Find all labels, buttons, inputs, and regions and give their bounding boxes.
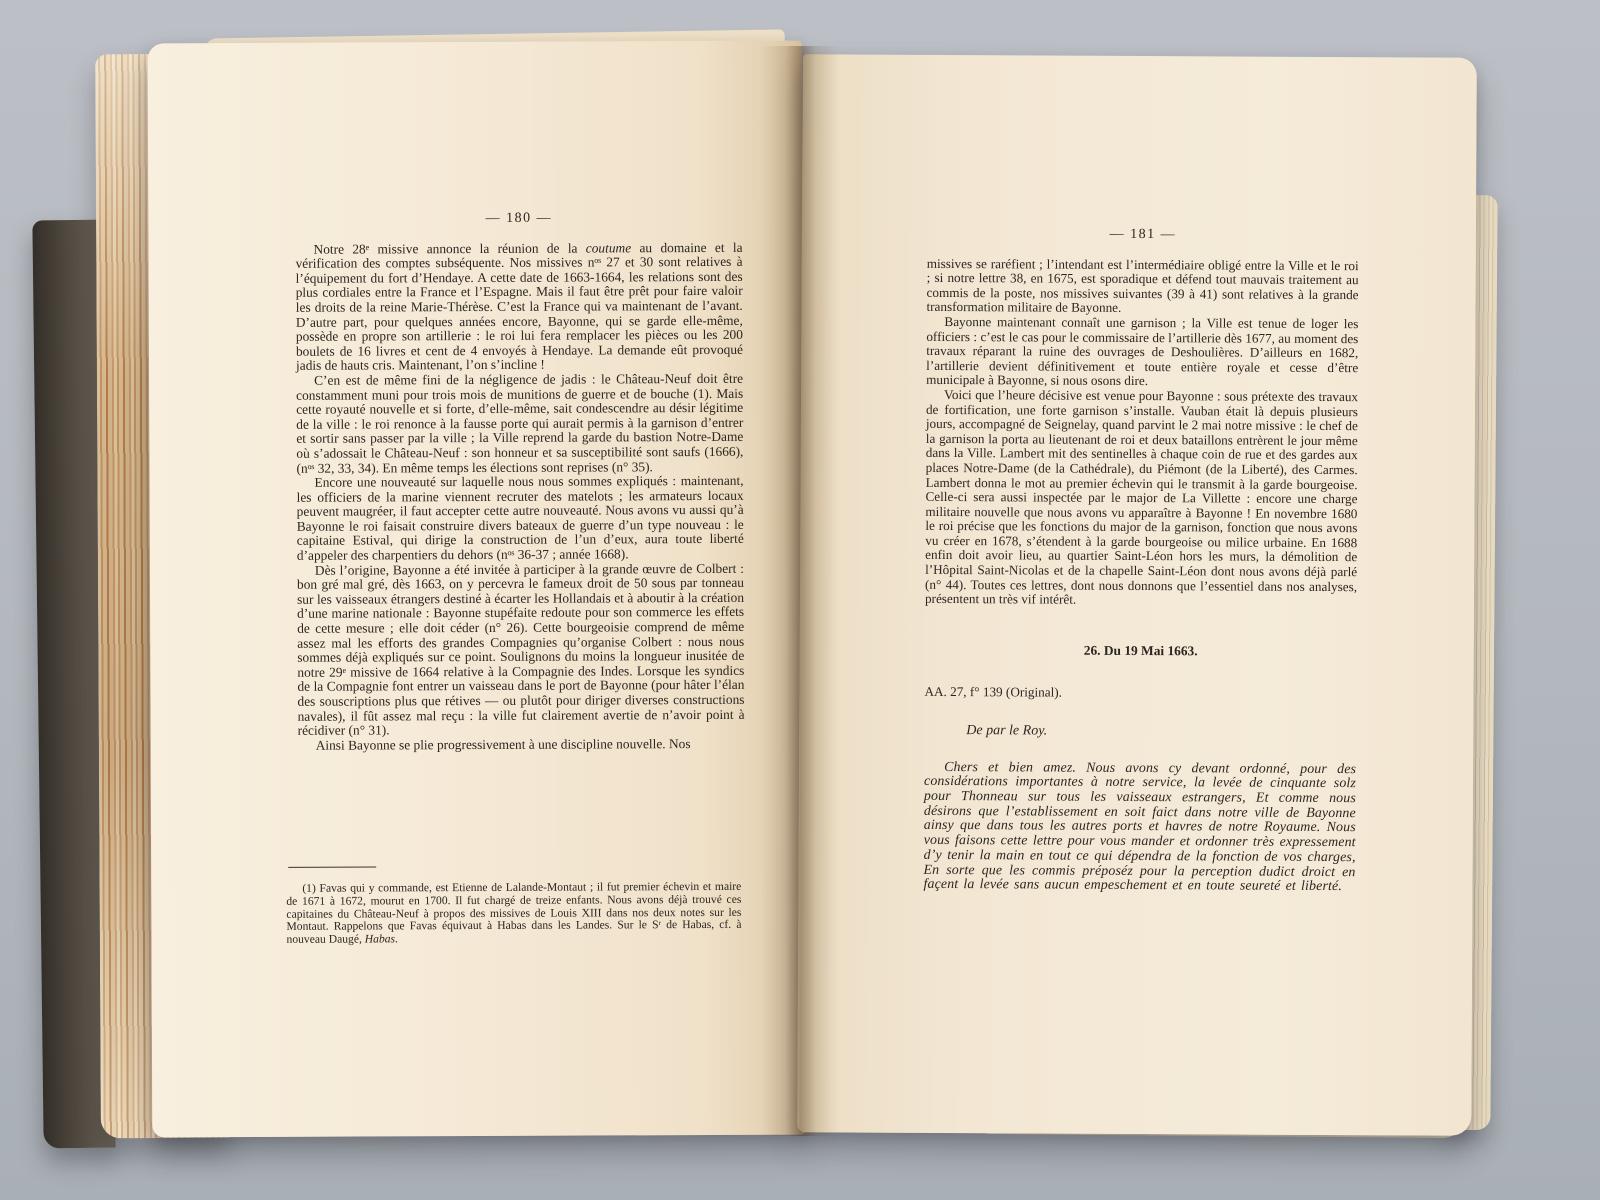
page-180-text-column (295, 211, 744, 753)
page-number-180: — 180 — (485, 210, 553, 226)
paragraph: Dès l’origine, Bayonne a été invitée à participer à la grande œuvre de Colbert : bon gré mal gré, dès 1663, on y percevra le fameux droit de 50 sous par tonneau sur les vaisseaux étrangers destiné à écarter les Hollandais et à aboutir à la création d’une marine nationale : Bayonne stupéfaite redoute pour son commerce les effets de cette mesure ; elle doit céder (n° 26). Cette bourgeoisie comprend de même assez mal les efforts des grandes Compagnies qu’organise Colbert : nous nous sommes déjà expliqués sur ce point. Soulignons du moins la longueur inusitée de notre 29ᵉ missive de 1664 relative à la Compagnie des Indes. Lorsque les syndics de la Compagnie font entrer un vaisseau dans le port de Bayonne (pour hâter l’élan des souscriptions plus que rétives — ou plutôt pour diriger diverses constructions navales), il fût assez mal reçu : la ville fut clairement avertie de n’avoir point à récidiver (n° 31). (296, 560, 745, 738)
paragraph: Voici que l’heure décisive est venue pour Bayonne : sous prétexte des travaux de fortification, une forte garnison s’installe. Vauban était là depuis plusieurs jours, accompagné de Seignelay, quand parvint le 2 mai notre missive : le chef de la garnison la porta au lieutenant de roi et deux bataillons entrèrent le jour même dans la Ville. Lambert mit des sentinelles à chaque coin de rue et des gardes aux places Notre-Dame (de la Cathédrale), du Piémont (de la Liberté), des Carmes. Lambert donna le mot au premier échevin qui le transmit à la garde bourgeoise. Celle-ci sera aussi inspectée par le major de La Villette : encore une charge militaire nouvelle que nous avons vu apparaître à Bayonne ! En novembre 1680 le roi précise que les fonctions du major de la garnison, fonction que nous avons vu créer en 1678, s’étendent à la garde bourgeoise ou milice urbaine. En 1688 enfin doit avoir lieu, au quartier Saint-Léon hors les murs, la démolition de l’Hôpital Saint-Nicolas et de la chapelle Saint-Léon dont nous avons déjà parlé (n° 44). Toutes ces lettres, dont nous donnons que l’essentiel dans nos analyses, présentent un très vif intérêt. (924, 386, 1359, 607)
page-181-text-column (923, 227, 1358, 895)
paragraph: Encore une nouveauté sur laquelle nous nous sommes expliqués : maintenant, les officiers de la marine viennent recruter des matelots ; les armateurs locaux peuvent maugréer, il faut accepter cette autre nouveauté. Nous avons vu aussi qu’à Bayonne le roi faisait construire divers bateaux de guerre d’un type nouveau : le capitaine Estival, qui dirige la construction de l’un d’eux, aura toute liberté d’appeler des charpentiers du dehors (nᵒˢ 36-37 ; année 1668). (296, 472, 744, 563)
page-number-181: — 181 — (1109, 226, 1177, 243)
paragraph: Notre 28ᵉ missive annonce la réunion de la coutume au domaine et la vérification des comptes subséquente. Nos missives nᵒˢ 27 et 30 sont relatives à l’équipement du fort d’Hendaye. A cette date de 1663-1664, les relations sont des plus cordiales entre la France et l’Espagne. Mais il faut être prêt pour faire valoir les droits de la reine Marie-Thérèse. C’est la France qui va maintenant de l’avant. D’autre part, pour quelques années encore, Bayonne, qui se garde elle-même, possède en propre son artillerie : le roi lui fera remplacer les pièces ou les 200 boulets de 16 livres et cent de 4 envoyés à Hendaye. La demande eût provoqué jadis de hauts cris. Maintenant, l’on s’incline ! (295, 239, 743, 374)
paragraph: C’en est de même fini de la négligence de jadis : le Château-Neuf doit être constamment muni pour trois mois de munitions de guerre et de bouche (1). Mais cette royauté nouvelle et si forte, d’elle-même, sait condescendre au désir légitime de la ville : le roi renonce à la fausse porte qui aurait permis à la garnison d’entrer et sortir sans passer par la ville ; la Ville reprend la garde du bastion Notre-Dame où s’adossait le Château-Neuf : son honneur et sa susceptibilité sont saufs (1666), (nᵒˢ 32, 33, 34). En même temps les élections sont reprises (n° 35). (296, 370, 744, 476)
paragraph: missives se raréfient ; l’intendant est l’intermédiaire obligé entre la Ville et le roi ; si notre lettre 38, en 1675, est sporadique et défend tout mauvais traitement au commis de la poste, nos missives suivantes (39 à 41) sont relatives à la grande transformation militaire de Bayonne. (926, 255, 1359, 316)
paragraph: Bayonne maintenant connaît une garnison ; la Ville est tenue de loger les officiers : c’est le cas pour le commissaire de l’artillerie dès 1677, au moment des travaux réparant la ruine des ouvrages de Deshoulières. D’ailleurs en 1682, l’artillerie devient définitivement et toute entière royale et cesse d’être municipale à Bayonne, si nous osons dire. (926, 313, 1359, 389)
paragraph: Ainsi Bayonne se plie progressivement à une discipline nouvelle. Nos (315, 735, 691, 753)
letter-body: Chers et bien amez. Nous avons cy devant ordonné, pour des considérations importantes à notre service, la levée de cinquante solz pour Thonneau sur tous les vaisseaux estrangers, Et comme nous désirons que l’establissement en soit faict dans notre ville de Bayonne ainsy que dans tous les autres ports et havres de notre Royaume. Nous vous faisons cette lettre pour vous mander et ordonner très expressement d’y tenir la main en tout ce qui dépendra de la fonction de vos charges, En sorte que les commis préposéz pour la perception dudict droict en façent la levée sans aucun empeschement et en toute seureté et liberté. (923, 759, 1357, 895)
footnote-block (286, 865, 741, 947)
footnote-1: (1) Favas qui y commande, est Etienne de Lalande-Montaut ; il fut premier échevin et maire de 1671 à 1672, mourut en 1700. Il fut chargé de treize enfants. Nous avons déjà trouvé ces capitaines du Château-Neuf à propos des missives de Louis XIII dans nos deux notes sur les Montaut. Rappelons que Favas équivaut à Habas dans les Landes. Sur le Sʳ de Habas, cf. à nouveau Daugé, Habas. (286, 879, 742, 947)
page-181 (797, 54, 1477, 1136)
letter-salutation: De par le Roy. (966, 723, 1048, 739)
page-180 (148, 41, 807, 1138)
section-heading-missive-26: 26. Du 19 Mai 1663. (1083, 642, 1198, 659)
footnote-rule (288, 866, 376, 867)
archive-reference: AA. 27, f° 139 (Original). (924, 684, 1063, 701)
